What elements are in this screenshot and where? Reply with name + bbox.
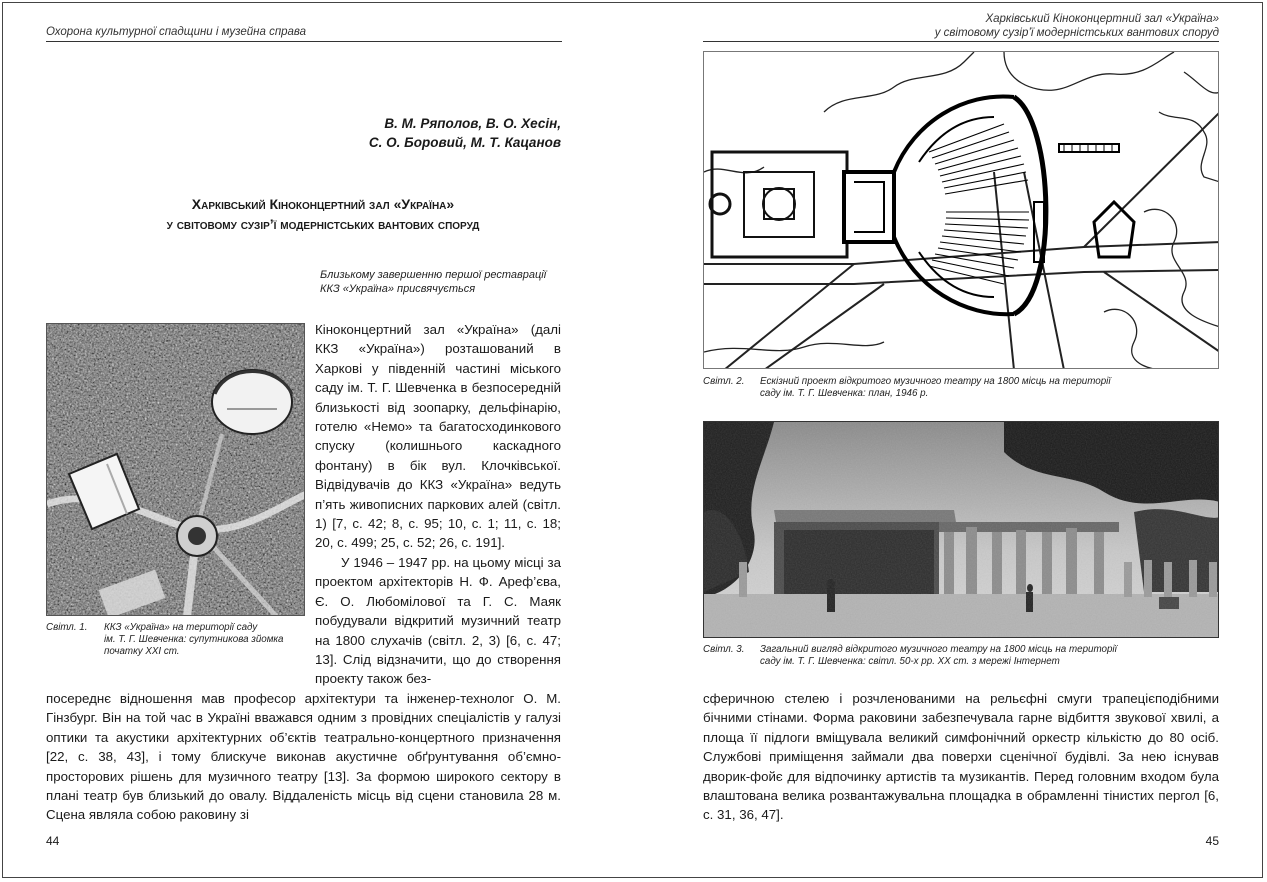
dedication-line-1: Близькому завершенню першої реставрації <box>320 269 547 281</box>
authors <box>369 114 561 152</box>
header-rule-left <box>46 41 562 42</box>
authors-line-2: С. О. Боровий, М. Т. Кацанов <box>368 135 561 150</box>
running-head-right-line-1: Харківський Кіноконцертний зал «Україна» <box>985 13 1219 25</box>
figure-2-caption-line-1: Ескізний проект відкритого музичного театру на 1800 місць на території <box>760 376 1111 387</box>
figure-2-plan-drawing <box>703 51 1219 369</box>
paragraph-1: Кіноконцертний зал «Україна» (далі ККЗ «Україна») розташований в Харкові у південній частині міського саду ім. Т. Г. Шевченка в безпосередній близькості від зоопарку, дельфінарію, готелю «Немо» та багатосходинкового спуску (колишнього каскадного фонтану) в бік вул. Клочківської. Відвідувачів до ККЗ «Україна» ведуть п’ять живописних паркових алей (світл. 1) [7, с. 42; 8, с. 95; 10, с. 1; 11, с. 18; 20, с. 499; 25, с. 52; 26, с. 191]. <box>315 322 561 551</box>
right-body-text <box>703 689 1219 825</box>
column-text <box>315 320 561 689</box>
paragraph-right: сферичною стелею і розчленованими на рельєфні смуги трапецієподібними бічними стінами. Форма раковини забезпечувала гарне відбиття звукової хвилі, а площа її підлоги вміщувала великий симфонічний оркестр кількістю до 80 осіб. Службові приміщення займали два поверхи сценічної будівлі. За нею існував дворик-фойє для відпочинку артистів та музикантів. Перед головним входом була влаштована велика розвантажувальна площадка в обрамленні тінистих пергол [6, с. 31, 36, 47]. <box>703 691 1219 823</box>
authors-line-1: В. М. Ряполов, В. О. Хесін, <box>384 116 561 131</box>
figure-2-caption-line-2: саду ім. Т. Г. Шевченка: план, 1946 р. <box>760 388 929 399</box>
full-width-text <box>46 689 561 825</box>
figure-2-label: Світл. 2. <box>703 376 745 387</box>
page-number-right: 45 <box>1205 834 1219 848</box>
running-head-right <box>935 12 1219 40</box>
dedication <box>320 268 546 296</box>
article-title-line-2: у світовому сузір’ї модерністських вантових споруд <box>166 216 480 232</box>
figure-3-caption <box>703 644 1223 672</box>
right-page <box>634 0 1267 882</box>
header-rule-right <box>703 41 1219 42</box>
figure-1-caption-line-1: ККЗ «Україна» на території саду <box>104 622 258 633</box>
figure-2-caption <box>703 376 1223 404</box>
figure-3-caption-line-2: саду ім. Т. Г. Шевченка: світл. 50-х рр. ХХ ст. з мережі Інтернет <box>760 656 1060 667</box>
figure-3-theatre-photo <box>703 421 1219 638</box>
article-title <box>88 194 558 234</box>
figure-1-satellite-photo <box>46 323 305 616</box>
figure-1-label: Світл. 1. <box>46 622 88 633</box>
page-number-left: 44 <box>46 834 60 848</box>
figure-3-label: Світл. 3. <box>703 644 745 655</box>
figure-3-caption-line-1: Загальний вигляд відкритого музичного театру на 1800 місць на території <box>760 644 1117 655</box>
article-title-line-1: Харківський Кіноконцертний зал «Україна» <box>191 196 455 212</box>
dedication-line-2: ККЗ «Україна» присвячується <box>320 283 476 295</box>
paragraph-continued: посереднє відношення мав професор архітектури та інженер-технолог О. М. Гінзбург. Він на той час в Україні вважався одним з провідних спеціалістів у галузі оптики та акустики архітектурних об’єктів театрально-концертного призначення [22, с. 38, 43], і тому блискуче виконав акустичне обґрунтування об’ємно-просторових рішень для музичного театру [13]. За формою широкого сектору в плані театр був близький до овалу. Віддаленість місць від сцени становила 28 м. Сцена являла собою раковину зі <box>46 691 561 823</box>
running-head-left: Охорона культурної спадщини і музейна справа <box>46 26 307 38</box>
figure-1-caption <box>46 622 306 662</box>
figure-1-caption-line-3: початку ХХІ ст. <box>104 646 180 657</box>
figure-1-caption-line-2: ім. Т. Г. Шевченка: супутникова зйомка <box>104 634 284 645</box>
paragraph-2: У 1946 – 1947 рр. на цьому місці за проектом архітекторів Н. Ф. Ареф’єва, Є. О. Любомілової та Г. С. Маяк побудували відкритий музичний театр на 1800 слухачів (світл. 2, 3) [6, с. 47; 13]. Слід відзначити, що до створення проекту також без- <box>315 554 561 687</box>
running-head-right-line-2: у світовому сузір’ї модерністських вантових споруд <box>934 27 1219 39</box>
